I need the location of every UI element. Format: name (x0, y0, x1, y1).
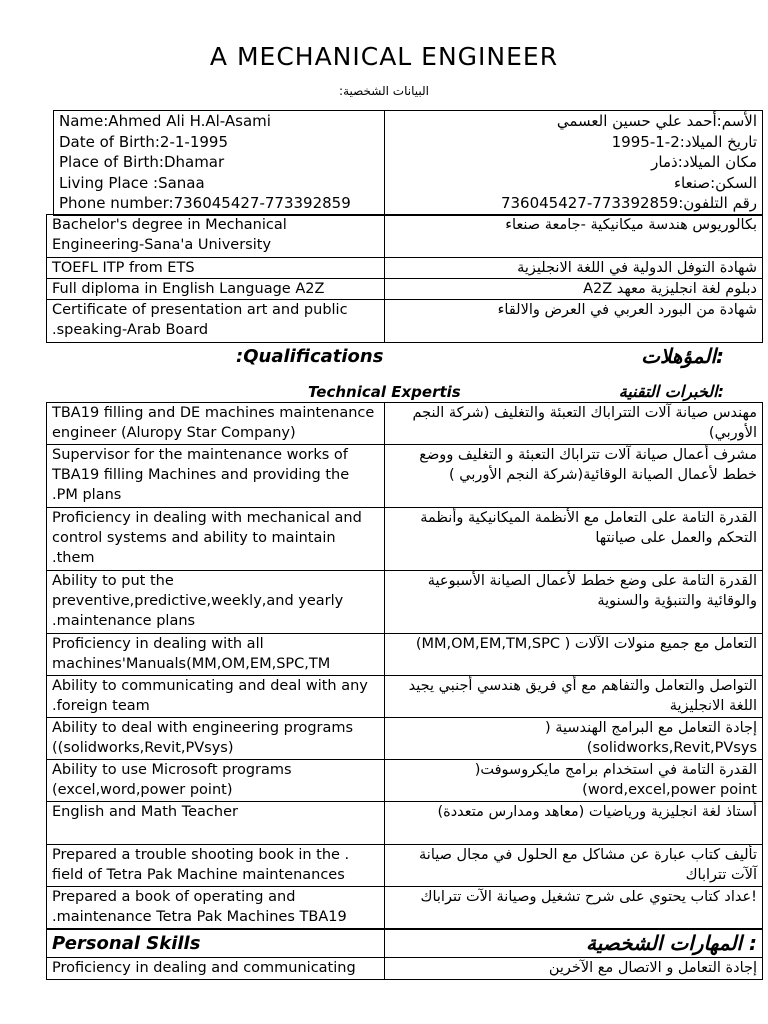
dob-line-ar: تاريخ الميلاد:2-1-1995 (611, 132, 757, 151)
expertise-ar: القدرة التامة على وضع خطط لأعمال الصيانة الأسبوعية والوقائية والتنبؤية والسنوية (385, 571, 763, 634)
skill-ar: إجادة التعامل و الاتصال مع الآخرين (385, 958, 763, 980)
table-row (47, 258, 763, 279)
personal-skills-header-table (46, 929, 763, 958)
expertise-en: Ability to put the preventive,predictive,weekly,and yearly .maintenance plans (47, 571, 385, 634)
education-ar: شهادة التوفل الدولية في اللغة الانجليزية (385, 258, 763, 279)
expertise-table (46, 402, 763, 929)
personal-skills-heading-ar: : المهارات الشخصية (385, 930, 763, 958)
expertise-en: Ability to deal with engineering programs ((solidworks,Revit,PVsys) (47, 718, 385, 760)
table-row (47, 958, 763, 980)
table-row (47, 676, 763, 718)
expertise-en: Ability to communicating and deal with any .foreign team (47, 676, 385, 718)
living-line: Living Place :Sanaa (59, 173, 205, 192)
pob-line: Place of Birth:Dhamar (59, 153, 225, 171)
phone-line: Phone number:736045427-773392859 (59, 194, 351, 212)
table-row (47, 802, 763, 845)
education-ar: دبلوم لغة انجليزية معهد A2Z (385, 279, 763, 300)
education-en: TOEFL ITP from ETS (47, 258, 385, 279)
expertise-en: Proficiency in dealing with mechanical and control systems and ability to maintain .them (47, 508, 385, 571)
qualifications-heading: :Qualifications (236, 346, 384, 367)
education-en: Certificate of presentation art and public .speaking-Arab Board (47, 300, 385, 343)
table-row (47, 445, 763, 508)
expertise-ar: القدرة التامة على التعامل مع الأنظمة الميكانيكية وأنظمة التحكم والعمل على صيانتها (385, 508, 763, 571)
personal-info-en (54, 111, 385, 216)
qualifications-heading-ar: :المؤهلات (641, 344, 724, 368)
document-title: A MECHANICAL ENGINEER (209, 42, 559, 71)
expertise-en: Supervisor for the maintenance works of TBA19 filling Machines and providing the .PM plans (47, 445, 385, 508)
table-row (47, 279, 763, 300)
expertise-ar: إجادة التعامل مع البرامج الهندسية ( solidworks,Revit,PVsys) (385, 718, 763, 760)
name-line-ar: الأسم:أحمد علي حسين العسمي (556, 112, 757, 130)
expertise-ar: مشرف أعمال صيانة آلات تتراباك التعبئة و التغليف ووضع خطط لأعمال الصيانة الوقائية(شركة النجم الأوربي ) (385, 445, 763, 508)
expertise-en: TBA19 filling and DE machines maintenance engineer (Aluropy Star Company) (47, 403, 385, 445)
expertise-en: Ability to use Microsoft programs (excel,word,power point) (47, 760, 385, 802)
dob-line: Date of Birth:2-1-1995 (59, 132, 228, 151)
education-table (46, 214, 763, 343)
expertise-en: English and Math Teacher (47, 802, 385, 845)
table-row (47, 634, 763, 676)
table-row (47, 300, 763, 343)
table-row (47, 845, 763, 887)
technical-expertise-heading: Technical Expertis (308, 383, 461, 401)
expertise-en: Prepared a trouble shooting book in the . field of Tetra Pak Machine maintenances (47, 845, 385, 887)
living-line-ar: السكن:صنعاء (674, 173, 757, 192)
table-row (47, 403, 763, 445)
table-row (47, 508, 763, 571)
name-line: Name:Ahmed Ali H.Al-Asami (59, 112, 271, 130)
expertise-ar: تأليف كتاب عبارة عن مشاكل مع الحلول في مجال صيانة آلآت تتراباك (385, 845, 763, 887)
education-en: Full diploma in English Language A2Z (47, 279, 385, 300)
expertise-ar: !عداد كتاب يحتوي على شرح تشغيل وصيانة الآت تتراباك (385, 887, 763, 929)
expertise-ar: التعامل مع جميع منولات الآلات ( MM,OM,EM,TM,SPC) (385, 634, 763, 676)
expertise-ar: التواصل والتعامل والتفاهم مع أي فريق هندسي أجنبي يجيد اللغة الانجليزية (385, 676, 763, 718)
personal-info-table (53, 110, 763, 216)
table-row (47, 887, 763, 929)
personal-info-ar (385, 111, 763, 216)
pob-line-ar: مكان الميلاد:ذمار (651, 153, 757, 171)
skill-en: Proficiency in dealing and communicating (47, 958, 385, 980)
skills-table (46, 957, 763, 980)
phone-line-ar: رقم التلفون:773392859-736045427 (500, 194, 757, 212)
expertise-ar: مهندس صيانة آلات التتراباك التعبئة والتغليف (شركة النجم الأوربي) (385, 403, 763, 445)
education-ar: بكالوريوس هندسة ميكانيكية -جامعة صنعاء (385, 215, 763, 258)
technical-expertise-heading-ar: :الخبرات التقنية (618, 382, 724, 401)
personal-data-heading: :البيانات الشخصية (339, 84, 429, 98)
table-row (47, 215, 763, 258)
personal-skills-heading: Personal Skills (47, 930, 385, 958)
education-en: Bachelor's degree in Mechanical Engineering-Sana'a University (47, 215, 385, 258)
table-row (47, 718, 763, 760)
expertise-en: Prepared a book of operating and .maintenance Tetra Pak Machines TBA19 (47, 887, 385, 929)
education-ar: شهادة من البورد العربي في العرض والالقاء (385, 300, 763, 343)
expertise-en: Proficiency in dealing with all machines'Manuals(MM,OM,EM,SPC,TM (47, 634, 385, 676)
expertise-ar: أستاذ لغة انجليزية ورياضيات (معاهد ومدارس متعددة) (385, 802, 763, 845)
table-row (47, 760, 763, 802)
table-row (47, 571, 763, 634)
expertise-ar: القدرة التامة في استخدام برامج مايكروسوفت( word,excel,power point) (385, 760, 763, 802)
